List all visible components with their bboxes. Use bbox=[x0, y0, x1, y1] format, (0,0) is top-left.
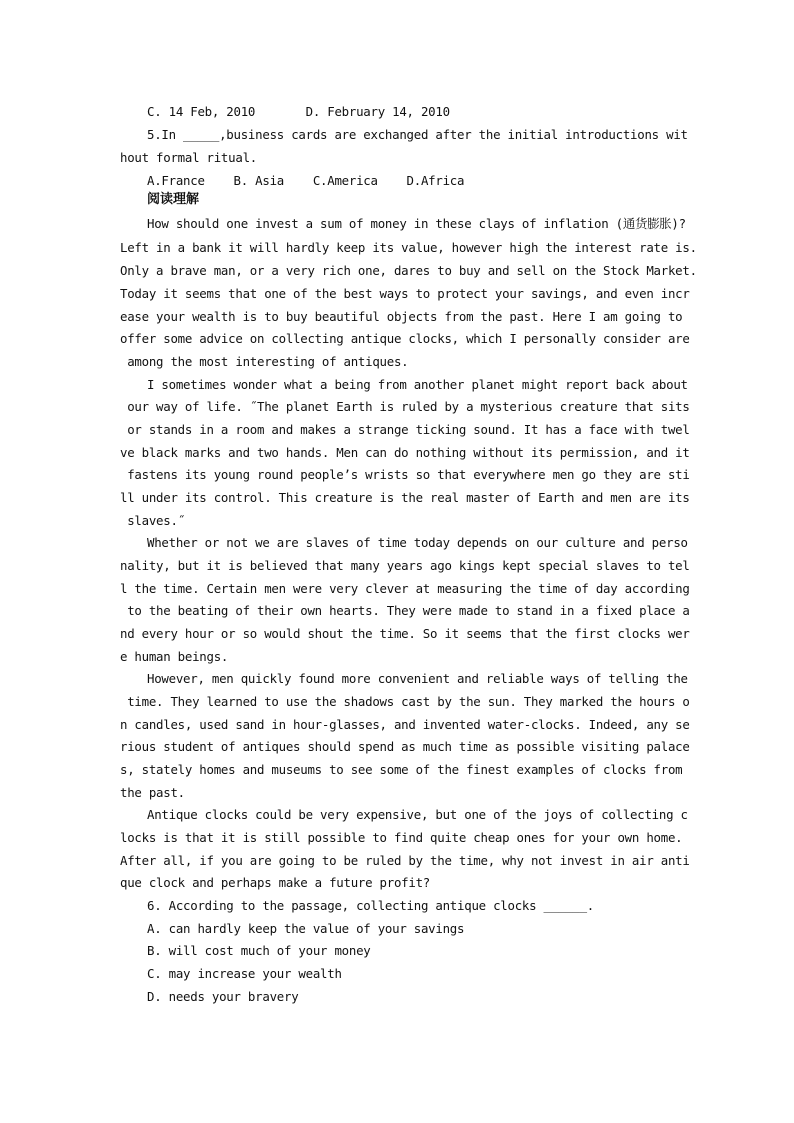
passage-line: Left in a bank it will hardly keep its value, however high the interest rate is. bbox=[120, 240, 697, 255]
q4-options-cd: C. 14 Feb, 2010 D. February 14, 2010 bbox=[147, 104, 450, 119]
q6-option-d: D. needs your bravery bbox=[147, 989, 299, 1004]
passage-line: among the most interesting of antiques. bbox=[120, 354, 409, 369]
passage-line: Antique clocks could be very expensive, but one of the joys of collecting c bbox=[147, 807, 688, 822]
passage-line: l the time. Certain men were very clever at measuring the time of day according bbox=[120, 581, 690, 596]
passage-line: or stands in a room and makes a strange ticking sound. It has a face with twel bbox=[120, 422, 690, 437]
q5-options: A.France B. Asia C.America D.Africa bbox=[147, 173, 465, 188]
q6-option-b: B. will cost much of your money bbox=[147, 943, 371, 958]
q6-option-a: A. can hardly keep the value of your savings bbox=[147, 921, 465, 936]
passage-line: ve black marks and two hands. Men can do nothing without its permission, and it bbox=[120, 445, 690, 460]
passage-line: s, stately homes and museums to see some of the finest examples of clocks from bbox=[120, 762, 683, 777]
q6-option-c: C. may increase your wealth bbox=[147, 966, 342, 981]
passage-line: Only a brave man, or a very rich one, dares to buy and sell on the Stock Market. bbox=[120, 263, 697, 278]
section-heading: 阅读理解 bbox=[147, 192, 200, 207]
q6-stem: 6. According to the passage, collecting antique clocks ______. bbox=[147, 898, 595, 913]
q5-stem-line1: 5.In _____,business cards are exchanged after the initial introductions wit bbox=[147, 127, 688, 142]
passage-line: time. They learned to use the shadows cast by the sun. They marked the hours o bbox=[120, 694, 690, 709]
passage-line: que clock and perhaps make a future profit? bbox=[120, 875, 431, 890]
passage-line: Today it seems that one of the best ways to protect your savings, and even incr bbox=[120, 286, 690, 301]
passage-line: to the beating of their own hearts. They were made to stand in a fixed place a bbox=[120, 603, 690, 618]
passage-line: n candles, used sand in hour-glasses, and invented water-clocks. Indeed, any se bbox=[120, 717, 690, 732]
passage-line: nality, but it is believed that many years ago kings kept special slaves to tel bbox=[120, 558, 690, 573]
passage-line: nd every hour or so would shout the time. So it seems that the first clocks wer bbox=[120, 626, 690, 641]
passage-line: e human beings. bbox=[120, 649, 229, 664]
passage-line: Whether or not we are slaves of time today depends on our culture and perso bbox=[147, 535, 688, 550]
passage-line: slaves.˝ bbox=[120, 513, 185, 528]
passage-line: fastens its young round people’s wrists so that everywhere men go they are sti bbox=[120, 467, 690, 482]
passage-line: However, men quickly found more convenient and reliable ways of telling the bbox=[147, 671, 688, 686]
passage-line: ease your wealth is to buy beautiful objects from the past. Here I am going to bbox=[120, 309, 683, 324]
passage-line: locks is that it is still possible to find quite cheap ones for your own home. bbox=[120, 830, 683, 845]
passage-line: the past. bbox=[120, 785, 185, 800]
passage-line: After all, if you are going to be ruled by the time, why not invest in air anti bbox=[120, 853, 690, 868]
passage-line: I sometimes wonder what a being from another planet might report back about bbox=[147, 377, 688, 392]
passage-line: How should one invest a sum of money in these clays of inflation (通货膨胀)? bbox=[147, 216, 686, 231]
passage-line: ll under its control. This creature is the real master of Earth and men are its bbox=[120, 490, 690, 505]
q5-stem-line2: hout formal ritual. bbox=[120, 150, 257, 165]
passage-line: rious student of antiques should spend as much time as possible visiting palace bbox=[120, 739, 690, 754]
passage-line: our way of life. ˝The planet Earth is ruled by a mysterious creature that sits bbox=[120, 399, 690, 414]
passage-line: offer some advice on collecting antique clocks, which I personally consider are bbox=[120, 331, 690, 346]
